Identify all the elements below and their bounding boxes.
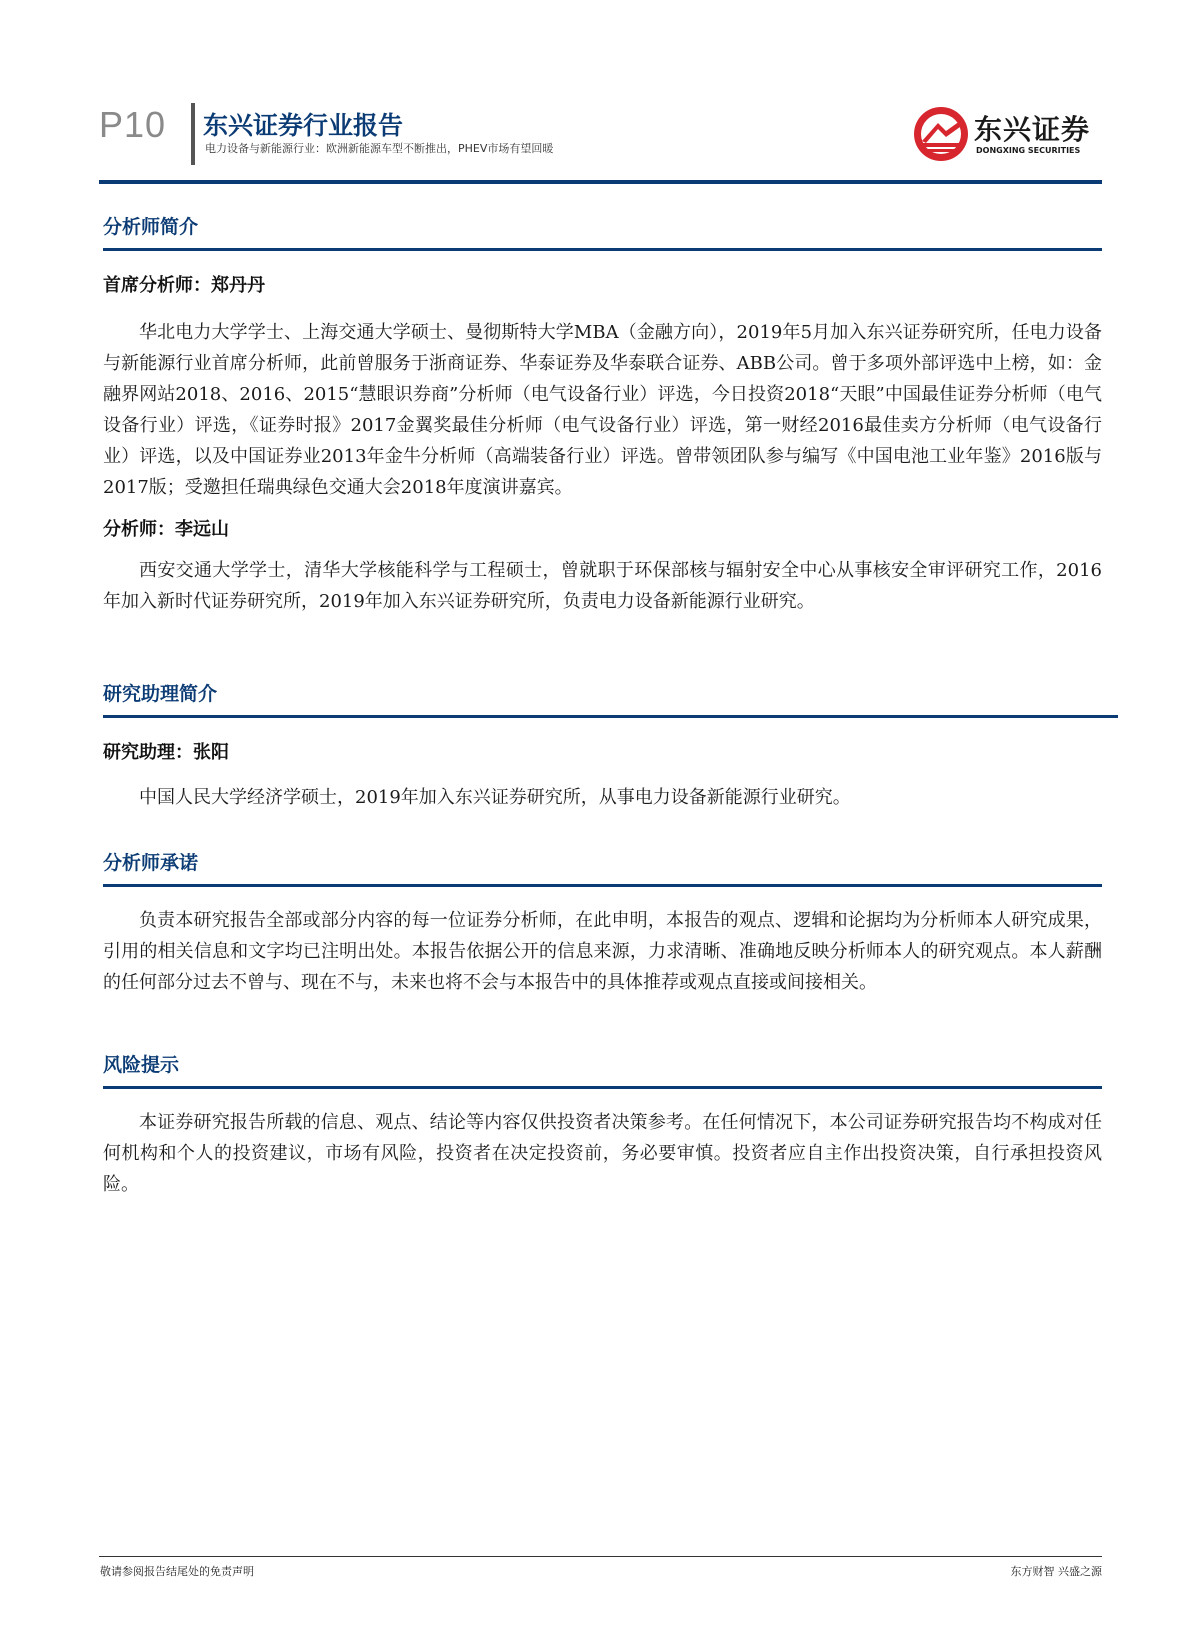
analyst-label: 分析师：李远山 [103,519,229,540]
chief-analyst-bio: 华北电力大学学士、上海交通大学硕士、曼彻斯特大学MBA（金融方向），2019年5月加入东兴证券研究所，任电力设备与新能源行业首席分析师，此前曾服务于浙商证券、华泰证券及华泰联合证券、ABB公司。曾于多项外部评选中上榜，如：金融界网站2018、2016、2015“慧眼识券商”分析师（电气设备行业）评选，今日投资2018“天眼”中国最佳证券分析师（电气设备行业）评选，《证券时报》2017金翼奖最佳分析师（电气设备行业）评选，第一财经2016最佳卖方分析师（电气设备行业）评选，以及中国证券业2013年金牛分析师（高端装备行业）评选。曾带领团队参与编写《中国电池工业年鉴》2016版与2017版；受邀担任瑞典绿色交通大会2018年度演讲嘉宾。 [103,322,1102,498]
company-logo [912,102,1102,166]
footer-disclaimer: 敬请参阅报告结尾处的免责声明 [100,1565,254,1578]
section-rule [103,248,1102,251]
assistant-bio: 中国人民大学经济学硕士，2019年加入东兴证券研究所，从事电力设备新能源行业研究。 [139,787,851,808]
section-title: 分析师简介 [103,216,199,238]
section-title: 风险提示 [103,1054,180,1076]
section-risk [103,1050,1102,1200]
section-rule [103,1086,1102,1089]
header-rule [99,180,1102,184]
commitment-text: 负责本研究报告全部或部分内容的每一位证券分析师，在此申明，本报告的观点、逻辑和论据均为分析师本人研究成果，引用的相关信息和文字均已注明出处。本报告依据公开的信息来源，力求清晰、准确地反映分析师本人的研究观点。本人薪酬的任何部分过去不曾与、现在不与，未来也将不会与本报告中的具体推荐或观点直接或间接相关。 [103,910,1102,993]
chief-analyst-label: 首席分析师：郑丹丹 [103,275,265,296]
section-analyst-intro [103,212,1102,617]
report-series-title: 东兴证券行业报告 [203,111,404,140]
logo-company-name: 东兴证券 [974,113,1091,146]
page-header [0,0,1200,185]
section-assistant-intro [103,679,1118,813]
assistant-label: 研究助理：张阳 [103,742,229,763]
risk-text: 本证券研究报告所载的信息、观点、结论等内容仅供投资者决策参考。在任何情况下，本公司证券研究报告均不构成对任何机构和个人的投资建议，市场有风险，投资者在决定投资前，务必要审慎。投资者应自主作出投资决策，自行承担投资风险。 [103,1112,1102,1195]
logo-english-name: DONGXING SECURITIES [976,146,1081,155]
page-number: P10 [99,104,167,145]
analyst-bio: 西安交通大学学士，清华大学核能科学与工程硕士，曾就职于环保部核与辐射安全中心从事核安全审评研究工作，2016年加入新时代证券研究所，2019年加入东兴证券研究所，负责电力设备新能源行业研究。 [103,560,1102,612]
section-rule [103,884,1102,887]
footer-rule [99,1556,1102,1557]
logo-emblem-icon [912,105,970,163]
section-rule [103,715,1118,718]
section-title: 分析师承诺 [103,852,199,874]
section-commitment [103,848,1102,998]
header-divider [191,103,195,165]
report-subtitle: 电力设备与新能源行业：欧洲新能源车型不断推出，PHEV市场有望回暖 [205,142,554,155]
section-title: 研究助理简介 [103,683,218,705]
footer-slogan: 东方财智 兴盛之源 [1010,1565,1102,1578]
